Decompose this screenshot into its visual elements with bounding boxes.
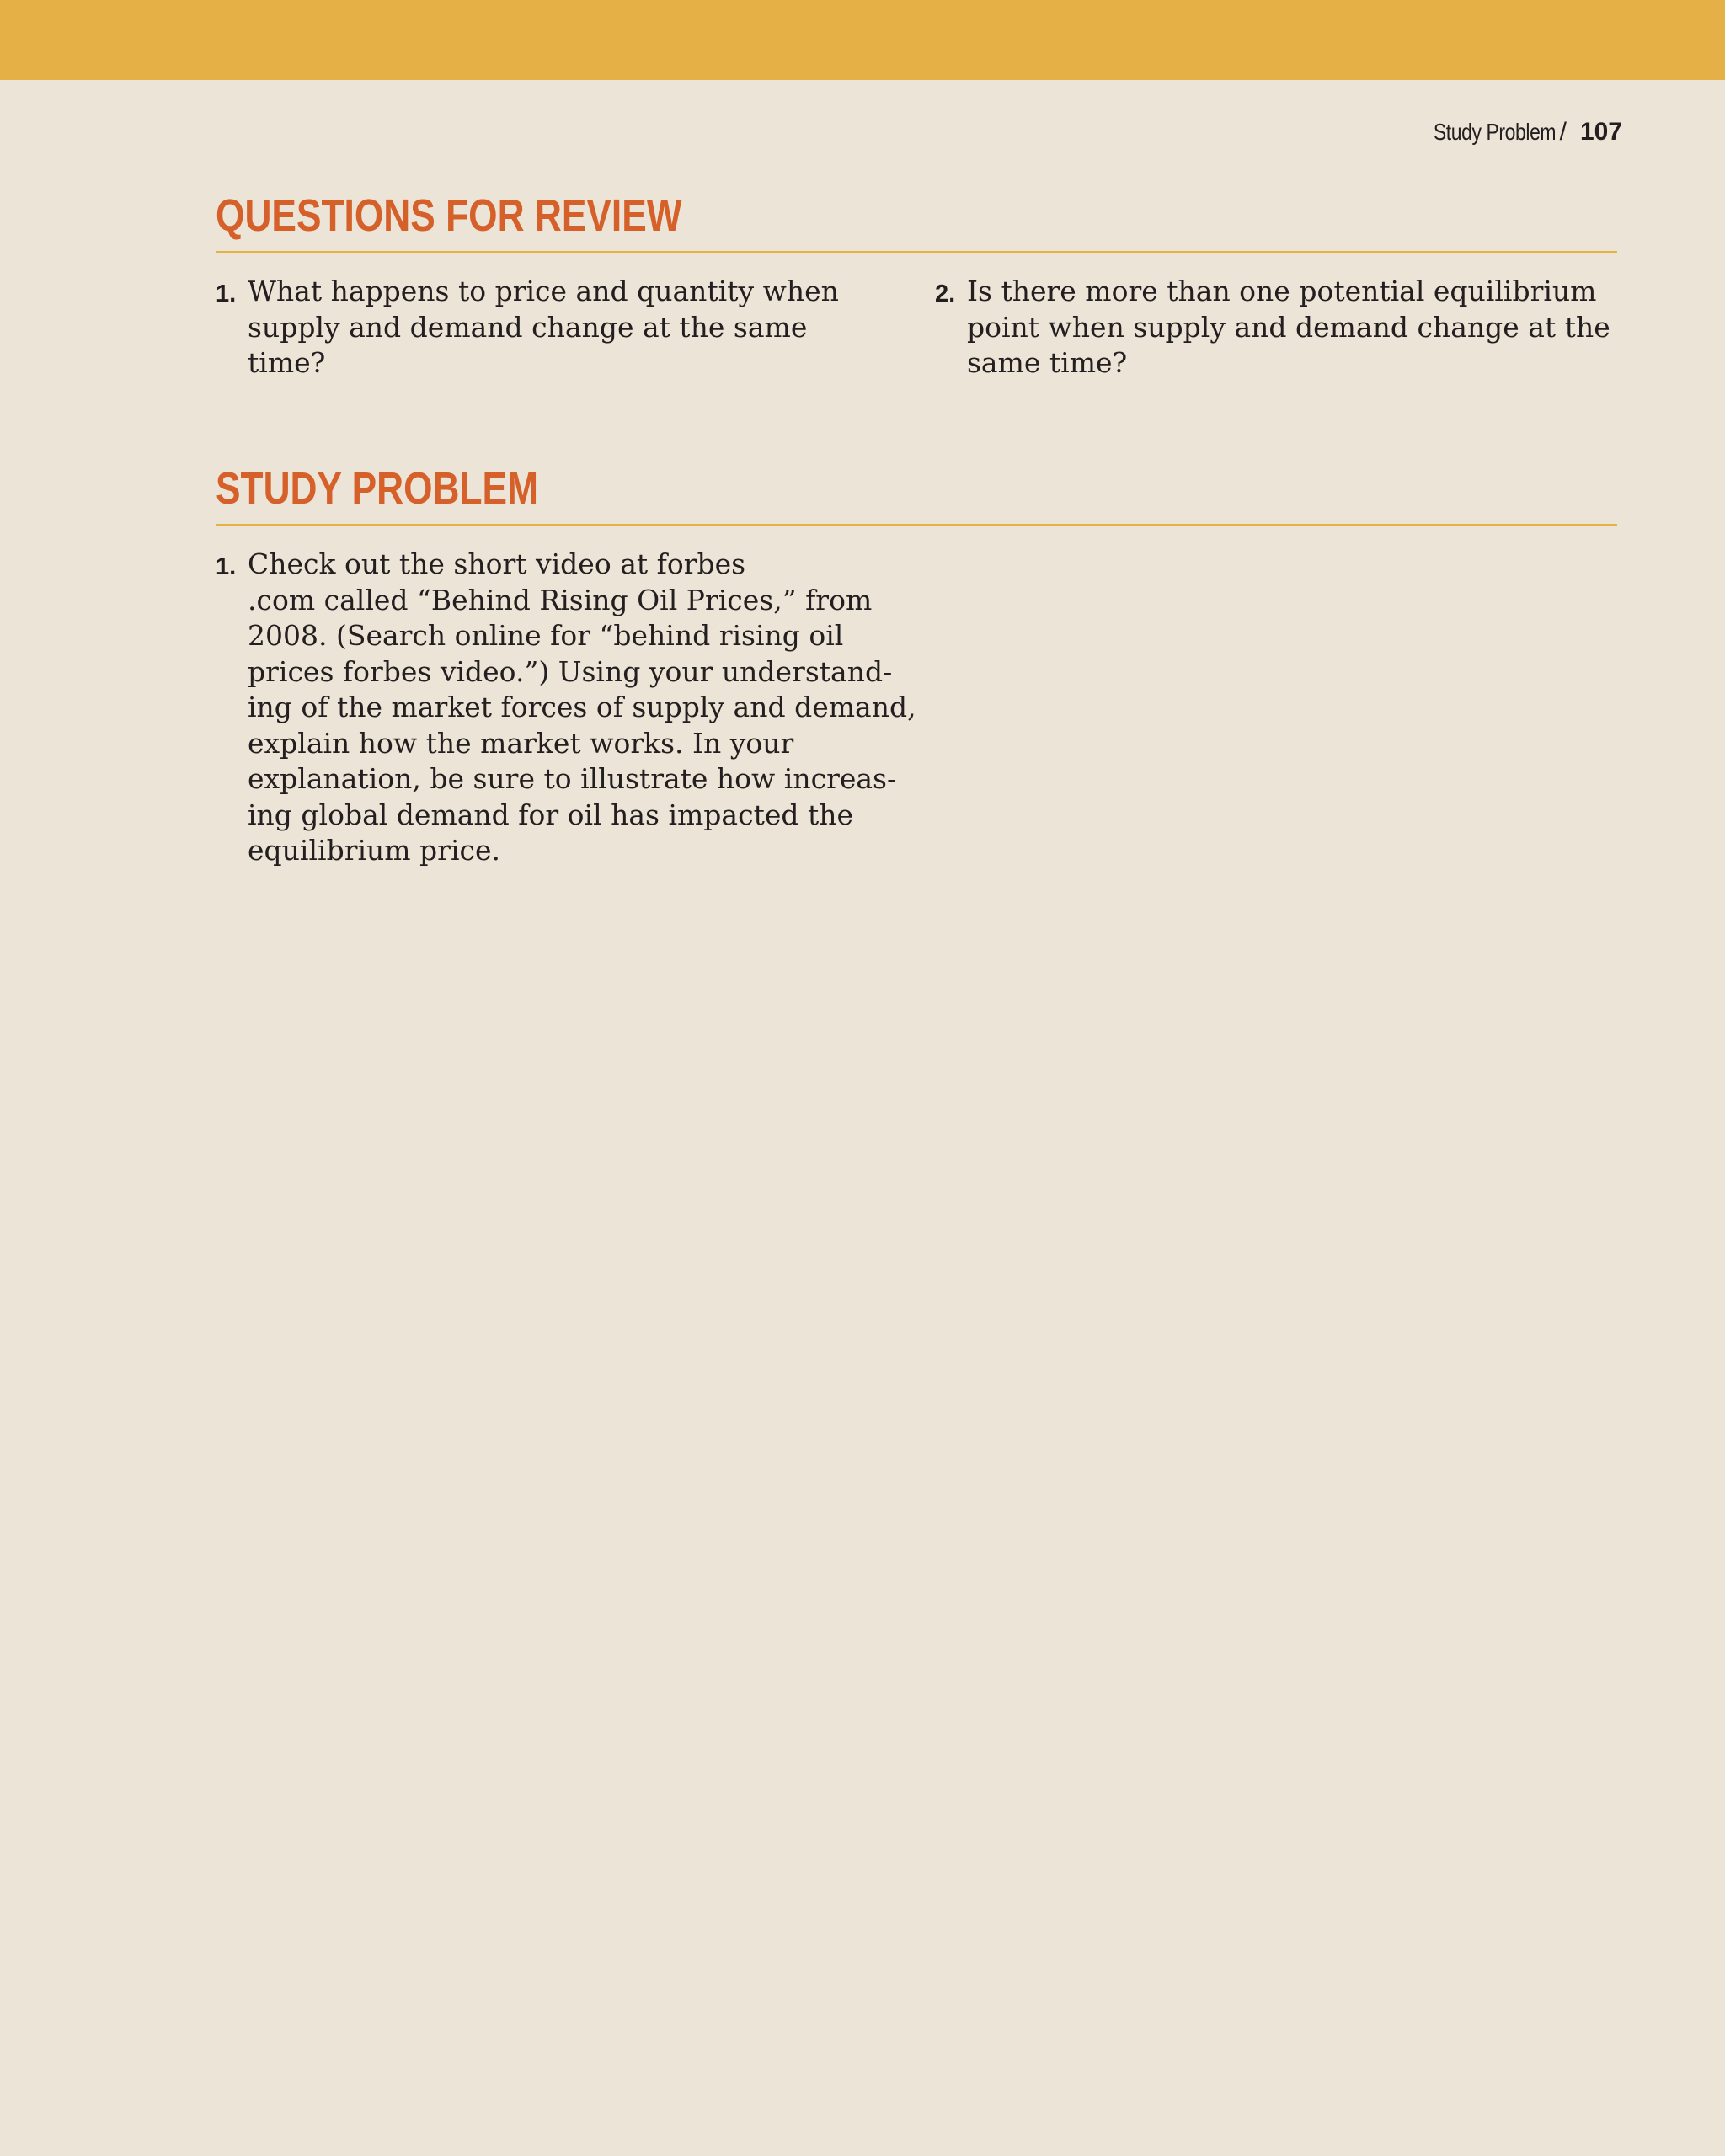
running-head-section: Study Problem [1434, 119, 1557, 145]
text-line: same time? [967, 346, 1128, 379]
problem-text [248, 547, 916, 869]
study-problem-section [216, 462, 1617, 869]
question-text [248, 274, 839, 382]
study-problem-heading-rule [216, 524, 1617, 526]
running-head-separator: / [1559, 118, 1567, 146]
text-line: supply and demand change at the same [248, 310, 808, 344]
question-number: 2. [935, 280, 956, 307]
review-heading: QUESTIONS FOR REVIEW [216, 190, 682, 241]
text-line: explain how the market works. In your [248, 726, 794, 760]
text-line: ing global demand for oil has impacted the [248, 798, 854, 831]
review-heading-rule [216, 251, 1617, 253]
study-problem-1 [216, 547, 974, 869]
review-question-1 [216, 274, 898, 382]
top-color-band [0, 0, 1725, 80]
text-line: equilibrium price. [248, 834, 501, 867]
text-line: Check out the short video at forbes [248, 547, 746, 580]
review-question-2 [935, 274, 1617, 382]
text-line: .com called “Behind Rising Oil Prices,” from [248, 583, 873, 616]
text-line: ing of the market forces of supply and demand, [248, 691, 916, 723]
review-questions [216, 274, 1617, 382]
page-number: 107 [1579, 118, 1622, 146]
text-line: What happens to price and quantity when [248, 275, 839, 307]
text-line: 2008. (Search online for “behind rising oil [248, 619, 844, 652]
problem-number: 1. [216, 553, 237, 580]
text-line: point when supply and demand change at the [967, 310, 1610, 344]
question-text [967, 274, 1610, 382]
text-line: Is there more than one potential equilibrium [967, 275, 1597, 307]
question-number: 1. [216, 280, 237, 307]
study-problems [216, 547, 1617, 869]
review-section [216, 189, 1617, 382]
text-line: time? [248, 346, 326, 379]
text-line: explanation, be sure to illustrate how increas- [248, 762, 897, 795]
running-head [1407, 118, 1622, 147]
study-problem-heading: STUDY PROBLEM [216, 463, 538, 514]
text-line: prices forbes video.”) Using your understand- [248, 654, 893, 688]
